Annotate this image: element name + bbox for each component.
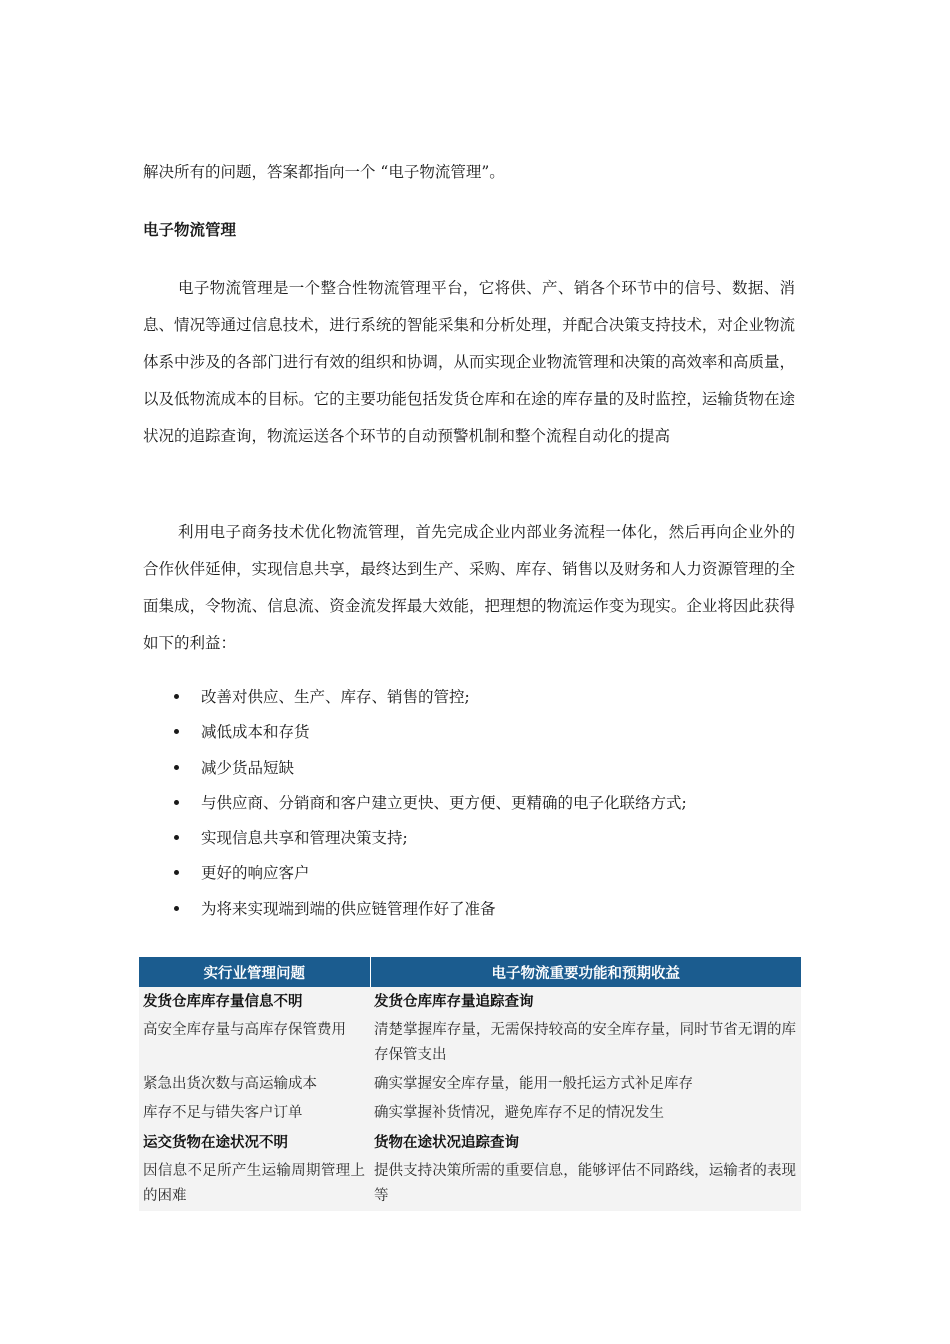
- bullet-icon: [174, 800, 179, 805]
- table-row: [139, 1070, 801, 1099]
- list-item: [143, 683, 795, 718]
- table-cell: 发货仓库库存量信息不明: [143, 993, 303, 1010]
- body-paragraph-2: 利用电子商务技术优化物流管理，首先完成企业内部业务流程一体化，然后再向企业外的合作伙伴延伸，实现信息共享，最终达到生产、采购、库存、销售以及财务和人力资源管理的全面集成，令物流、信息流、资金流发挥最大效能，把理想的物流运作变为现实。企业将因此获得如下的利益：: [143, 523, 795, 652]
- list-item: [143, 895, 795, 930]
- table-cell: 提供支持决策所需的重要信息，能够评估不同路线，运输者的表现等: [374, 1163, 796, 1204]
- bullet-icon: [174, 906, 179, 911]
- comparison-table: [139, 957, 801, 1211]
- body-paragraph-1: 电子物流管理是一个整合性物流管理平台，它将供、产、销各个环节中的信号、数据、消息、情况等通过信息技术，进行系统的智能采集和分析处理，并配合决策支持技术，对企业物流体系中涉及的各部门进行有效的组织和协调，从而实现企业物流管理和决策的高效率和高质量，以及低物流成本的目标。它的主要功能包括发货仓库和在途的库存量的及时监控，运输货物在途状况的追踪查询，物流运送各个环节的自动预警机制和整个流程自动化的提高: [143, 279, 795, 445]
- bullet-icon: [174, 694, 179, 699]
- table-cell: 因信息不足所产生运输周期管理上的困难: [143, 1163, 365, 1204]
- intro-paragraph: 解决所有的问题，答案都指向一个 “电子物流管理”。: [143, 163, 505, 181]
- table-cell: 确实掌握补货情况，避免库存不足的情况发生: [374, 1105, 664, 1121]
- column-header-benefits: 电子物流重要功能和预期收益: [370, 957, 801, 987]
- table-row: [139, 1099, 801, 1128]
- table-row: [139, 1016, 801, 1070]
- table-cell: 高安全库存量与高库存保管费用: [143, 1022, 346, 1038]
- table-cell: 货物在途状况追踪查询: [374, 1134, 519, 1151]
- table-cell: 清楚掌握库存量，无需保持较高的安全库存量，同时节省无谓的库存保管支出: [374, 1022, 796, 1063]
- table-header-row: [139, 957, 801, 987]
- table-cell: 库存不足与错失客户订单: [143, 1105, 303, 1121]
- section-heading: 电子物流管理: [143, 220, 237, 239]
- column-header-problems: 实行业管理问题: [139, 957, 370, 987]
- list-item-text: 减少货品短缺: [201, 758, 295, 777]
- list-item: [143, 859, 795, 894]
- bullet-icon: [174, 870, 179, 875]
- bullet-icon: [174, 729, 179, 734]
- list-item: [143, 789, 795, 824]
- table-cell: 发货仓库库存量追踪查询: [374, 993, 534, 1010]
- list-item: [143, 754, 795, 789]
- list-item-text: 为将来实现端到端的供应链管理作好了准备: [201, 899, 496, 918]
- table-section-row: [139, 1128, 801, 1157]
- table-cell: 确实掌握安全库存量，能用一般托运方式补足库存: [374, 1076, 693, 1092]
- list-item-text: 更好的响应客户: [201, 864, 310, 883]
- list-item-text: 减低成本和存货: [201, 723, 310, 742]
- list-item-text: 实现信息共享和管理决策支持;: [201, 829, 408, 848]
- bullet-icon: [174, 835, 179, 840]
- table-cell: 紧急出货次数与高运输成本: [143, 1076, 317, 1092]
- table-cell: 运交货物在途状况不明: [143, 1134, 288, 1151]
- list-item: [143, 718, 795, 753]
- table-row: [139, 1157, 801, 1211]
- table-section-row: [139, 987, 801, 1016]
- list-item-text: 与供应商、分销商和客户建立更快、更方便、更精确的电子化联络方式;: [201, 793, 687, 812]
- list-item-text: 改善对供应、生产、库存、销售的管控;: [201, 688, 470, 706]
- bullet-icon: [174, 765, 179, 770]
- benefits-list: [143, 683, 795, 930]
- list-item: [143, 824, 795, 859]
